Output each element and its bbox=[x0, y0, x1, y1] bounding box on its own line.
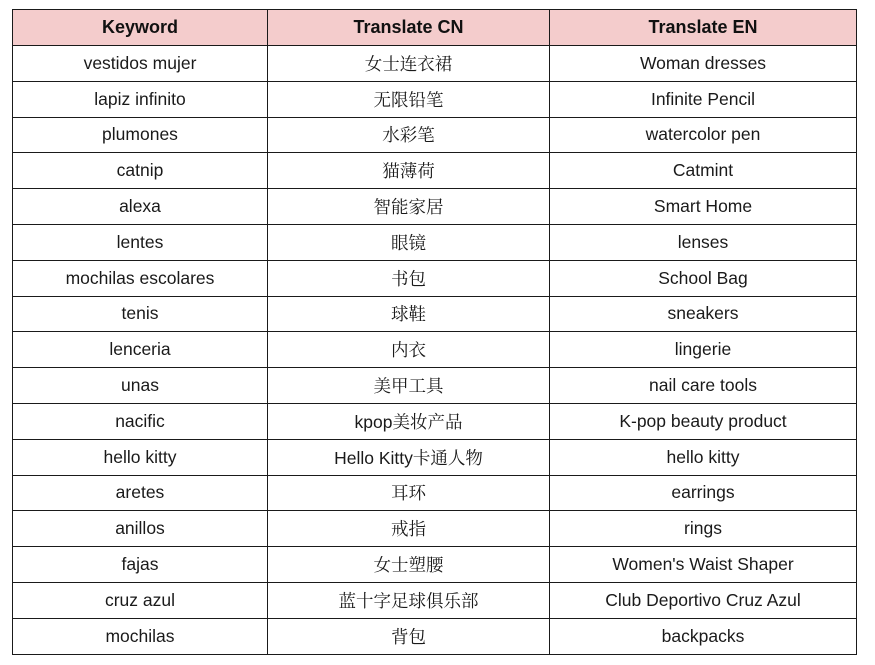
translate-cn-cell: 女士塑腰 bbox=[268, 547, 550, 583]
translate-cn-cell: 猫薄荷 bbox=[268, 153, 550, 189]
translate-cn-cell: 背包 bbox=[268, 618, 550, 654]
translate-en-cell: Infinite Pencil bbox=[550, 81, 857, 117]
translate-en-cell: Club Deportivo Cruz Azul bbox=[550, 582, 857, 618]
translate-cn-cell: 女士连衣裙 bbox=[268, 46, 550, 82]
translate-cn-cell: kpop美妆产品 bbox=[268, 403, 550, 439]
keyword-cell: catnip bbox=[13, 153, 268, 189]
translate-en-cell: rings bbox=[550, 511, 857, 547]
table-row bbox=[13, 618, 857, 654]
translate-en-cell: watercolor pen bbox=[550, 117, 857, 153]
translate-en-cell: lenses bbox=[550, 224, 857, 260]
table-row bbox=[13, 332, 857, 368]
table-header-row bbox=[13, 10, 857, 46]
table-row bbox=[13, 439, 857, 475]
keyword-cell: alexa bbox=[13, 189, 268, 225]
translate-cn-cell: 蓝十字足球俱乐部 bbox=[268, 582, 550, 618]
table-row bbox=[13, 260, 857, 296]
translate-cn-cell: 书包 bbox=[268, 260, 550, 296]
translate-cn-cell: 眼镜 bbox=[268, 224, 550, 260]
table-row bbox=[13, 224, 857, 260]
translate-en-cell: backpacks bbox=[550, 618, 857, 654]
translate-en-cell: Catmint bbox=[550, 153, 857, 189]
table-row bbox=[13, 403, 857, 439]
table-row bbox=[13, 153, 857, 189]
translate-cn-cell: 美甲工具 bbox=[268, 368, 550, 404]
keyword-cell: fajas bbox=[13, 547, 268, 583]
translate-cn-cell: 耳环 bbox=[268, 475, 550, 511]
translate-en-cell: nail care tools bbox=[550, 368, 857, 404]
table-row bbox=[13, 296, 857, 332]
keyword-cell: aretes bbox=[13, 475, 268, 511]
header-translate-en: Translate EN bbox=[550, 10, 857, 46]
keyword-translation-table bbox=[12, 9, 857, 655]
keyword-cell: vestidos mujer bbox=[13, 46, 268, 82]
keyword-cell: unas bbox=[13, 368, 268, 404]
keyword-cell: cruz azul bbox=[13, 582, 268, 618]
keyword-cell: mochilas escolares bbox=[13, 260, 268, 296]
keyword-cell: lenceria bbox=[13, 332, 268, 368]
header-translate-cn: Translate CN bbox=[268, 10, 550, 46]
keyword-cell: mochilas bbox=[13, 618, 268, 654]
table-row bbox=[13, 547, 857, 583]
translate-en-cell: lingerie bbox=[550, 332, 857, 368]
table-row bbox=[13, 81, 857, 117]
keyword-cell: anillos bbox=[13, 511, 268, 547]
translate-cn-cell: 内衣 bbox=[268, 332, 550, 368]
keyword-cell: plumones bbox=[13, 117, 268, 153]
table-row bbox=[13, 46, 857, 82]
translate-en-cell: hello kitty bbox=[550, 439, 857, 475]
table-row bbox=[13, 189, 857, 225]
table-row bbox=[13, 475, 857, 511]
translate-en-cell: K-pop beauty product bbox=[550, 403, 857, 439]
translate-en-cell: Woman dresses bbox=[550, 46, 857, 82]
keyword-cell: lapiz infinito bbox=[13, 81, 268, 117]
table-body bbox=[13, 46, 857, 655]
translate-cn-cell: 戒指 bbox=[268, 511, 550, 547]
keyword-cell: tenis bbox=[13, 296, 268, 332]
table-row bbox=[13, 511, 857, 547]
keyword-cell: nacific bbox=[13, 403, 268, 439]
translate-en-cell: School Bag bbox=[550, 260, 857, 296]
translate-en-cell: Smart Home bbox=[550, 189, 857, 225]
header-keyword: Keyword bbox=[13, 10, 268, 46]
translate-cn-cell: 无限铅笔 bbox=[268, 81, 550, 117]
translate-cn-cell: 球鞋 bbox=[268, 296, 550, 332]
translate-cn-cell: Hello Kitty卡通人物 bbox=[268, 439, 550, 475]
translate-en-cell: sneakers bbox=[550, 296, 857, 332]
table-row bbox=[13, 117, 857, 153]
translate-cn-cell: 水彩笔 bbox=[268, 117, 550, 153]
translate-en-cell: Women's Waist Shaper bbox=[550, 547, 857, 583]
translate-en-cell: earrings bbox=[550, 475, 857, 511]
keyword-cell: lentes bbox=[13, 224, 268, 260]
table-row bbox=[13, 582, 857, 618]
translate-cn-cell: 智能家居 bbox=[268, 189, 550, 225]
table-row bbox=[13, 368, 857, 404]
keyword-cell: hello kitty bbox=[13, 439, 268, 475]
